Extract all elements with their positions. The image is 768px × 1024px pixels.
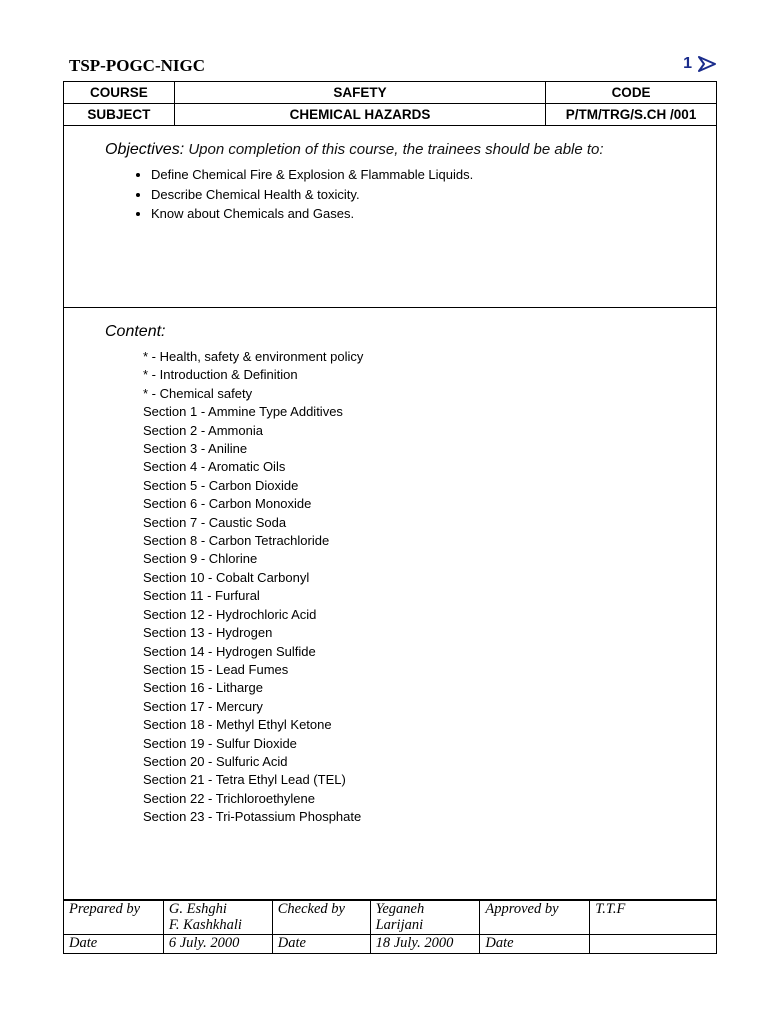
content-item: Section 16 - Litharge	[143, 680, 263, 696]
content-item: Section 9 - Chlorine	[143, 551, 258, 567]
prepared-date-value: 6 July. 2000	[163, 935, 272, 954]
code-label: CODE	[546, 82, 717, 104]
content-item: * - Introduction & Definition	[143, 367, 298, 383]
content-item: Section 15 - Lead Fumes	[143, 661, 289, 677]
course-value: SAFETY	[174, 82, 545, 104]
approved-by-value: T.T.F	[590, 900, 717, 935]
content-item: Section 5 - Carbon Dioxide	[143, 477, 299, 493]
objectives-intro: Upon completion of this course, the trainees should be able to:	[188, 141, 604, 158]
content-item: Section 12 - Hydrochloric Acid	[143, 606, 317, 622]
approved-by-label: Approved by	[480, 900, 590, 935]
document-org-code: TSP-POGC-NIGC	[69, 56, 205, 75]
objectives-list	[109, 165, 473, 224]
objectives-heading	[105, 141, 604, 159]
content-item: Section 8 - Carbon Tetrachloride	[143, 533, 330, 549]
page-number-value: 1	[683, 55, 692, 72]
content-item: Section 10 - Cobalt Carbonyl	[143, 569, 310, 585]
checked-by-value: Yeganeh Larijani	[370, 900, 480, 935]
checked-by-label: Checked by	[272, 900, 370, 935]
content-item: Section 11 - Furfural	[143, 588, 260, 604]
content-item: * - Chemical safety	[143, 385, 253, 401]
objectives-label: Objectives:	[105, 141, 185, 158]
approved-date-value	[590, 935, 717, 954]
content-item: Section 23 - Tri-Potassium Phosphate	[143, 809, 362, 825]
checked-date-value: 18 July. 2000	[370, 935, 480, 954]
content-item: Section 14 - Hydrogen Sulfide	[143, 643, 316, 659]
course-header-table	[63, 81, 717, 126]
arrowhead-right-icon	[698, 56, 716, 72]
prepared-date-label: Date	[64, 935, 164, 954]
content-item: * - Health, safety & environment policy	[143, 349, 364, 364]
objective-item: • Know about Chemicals and Gases.	[151, 204, 473, 224]
approved-date-label: Date	[480, 935, 590, 954]
objectives-section	[63, 125, 717, 308]
content-item: Section 18 - Methyl Ethyl Ketone	[143, 717, 332, 733]
content-section	[63, 307, 717, 901]
checked-date-label: Date	[272, 935, 370, 954]
course-label: COURSE	[64, 82, 175, 104]
content-item: Section 1 - Ammine Type Additives	[143, 404, 343, 420]
content-heading: Content:	[105, 323, 166, 340]
objective-item: • Define Chemical Fire & Explosion & Flammable Liquids.	[151, 165, 473, 185]
subject-value: CHEMICAL HAZARDS	[174, 104, 545, 126]
content-item: Section 2 - Ammonia	[143, 422, 263, 438]
content-item: Section 3 - Aniline	[143, 441, 248, 457]
content-item: Section 7 - Caustic Soda	[143, 514, 287, 530]
prepared-by-value: G. Eshghi F. Kashkhali	[163, 900, 272, 935]
page-number	[683, 55, 716, 73]
content-item: Section 20 - Sulfuric Acid	[143, 753, 288, 769]
content-item: Section 22 - Trichloroethylene	[143, 790, 315, 806]
code-value: P/TM/TRG/S.CH /001	[546, 104, 717, 126]
signoff-table	[63, 899, 717, 954]
prepared-by-label: Prepared by	[64, 900, 164, 935]
subject-label: SUBJECT	[64, 104, 175, 126]
content-list	[143, 348, 363, 827]
objective-item: • Describe Chemical Health & toxicity.	[151, 185, 473, 205]
content-item: Section 6 - Carbon Monoxide	[143, 496, 312, 512]
content-item: Section 21 - Tetra Ethyl Lead (TEL)	[143, 772, 346, 788]
content-item: Section 4 - Aromatic Oils	[143, 459, 286, 475]
content-item: Section 17 - Mercury	[143, 698, 263, 714]
content-item: Section 13 - Hydrogen	[143, 625, 273, 641]
content-item: Section 19 - Sulfur Dioxide	[143, 735, 297, 751]
